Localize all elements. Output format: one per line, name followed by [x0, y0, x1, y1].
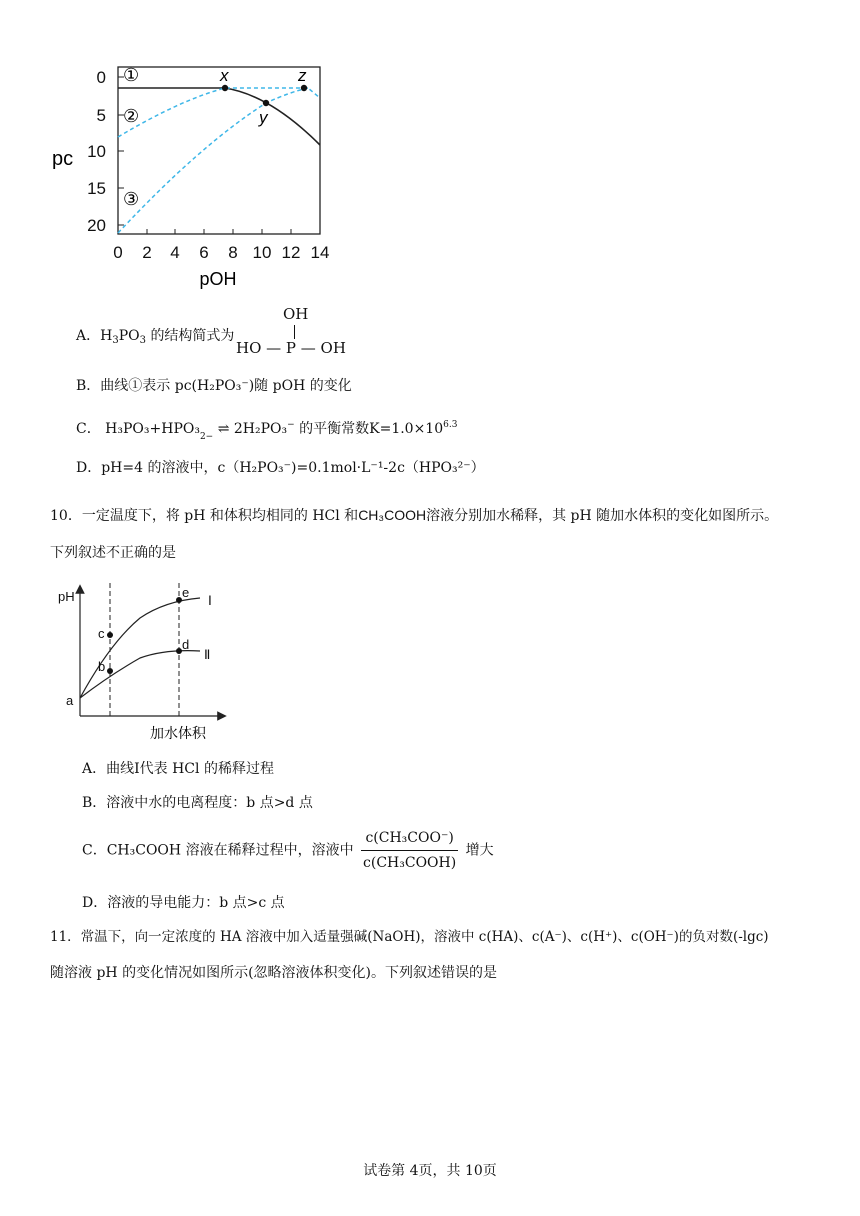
chart2-label-curve-II: Ⅱ: [204, 647, 211, 662]
chart1-curve-1: [118, 88, 320, 145]
page-footer: 试卷第 4页，共 10页: [363, 1163, 497, 1179]
structure-oh-top: OH: [283, 305, 309, 323]
q10-option-d: D．溶液的导电能力：b 点>c 点: [82, 895, 285, 911]
ph-dilution-chart: [50, 583, 230, 743]
q10-c-denominator: c(CH₃COOH): [363, 855, 457, 871]
q9-c-exp: 6.3: [443, 420, 458, 430]
chart1-point-label-y: y: [259, 108, 268, 127]
chart1-xtick-2: 2: [142, 243, 152, 262]
chart1-curve-label-3: ③: [123, 189, 140, 209]
q9-a-prefix: A．H: [76, 328, 113, 344]
chart2-label-e: e: [182, 585, 190, 600]
chart1-point-label-z: z: [298, 66, 307, 85]
chart1-xtick-12: 12: [281, 243, 301, 262]
q10-stem-c: 溶液分别加水稀释，其 pH 随加水体积的变化如图所示。: [426, 508, 779, 524]
chart1-ytick-0: 0: [96, 68, 106, 87]
chart1-xtick-0: 0: [113, 243, 123, 262]
q9-c-k: K=1.0×10: [369, 421, 444, 437]
pc-poh-chart: [40, 55, 340, 295]
chart1-curve-3: [118, 88, 308, 233]
chart1-curve-2: [118, 88, 320, 137]
chart1-point-y: [263, 100, 269, 106]
chart1-xtick-14: 14: [310, 243, 330, 262]
chart1-ytick-20: 20: [87, 216, 106, 235]
chart1-ytick-10: 10: [87, 142, 106, 161]
q10-option-c: [82, 828, 494, 873]
chart1-point-label-x: x: [220, 66, 229, 85]
chart2-point-b: [107, 668, 113, 674]
q10-stem-b: CH₃COOH: [358, 507, 427, 523]
chart2-curve-II: [80, 651, 200, 698]
q9-option-a: A．$H_3PO_3$ 的结构简式为: [76, 328, 235, 346]
chart1-x-label: pOH: [199, 269, 237, 289]
q9-a-mid: PO: [118, 328, 140, 344]
q10-option-b: B．溶液中水的电离程度：b 点>d 点: [82, 795, 313, 811]
chart2-label-c: c: [98, 626, 105, 641]
q10-option-a: A．曲线Ⅰ代表 HCl 的稀释过程: [82, 761, 274, 777]
chart1-point-x: [222, 85, 228, 91]
q10-c-pre: C．CH₃COOH 溶液在稀释过程中，溶液中: [82, 842, 354, 859]
q9-option-c: C． H₃PO₃+HPO₃2− ⇌ 2H₂PO₃− 的平衡常数$K=1.0\times 10^{6.3}$: [76, 420, 458, 442]
chart2-label-b: b: [98, 659, 106, 674]
chart2-x-label: 加水体积: [150, 725, 206, 741]
chart1-curve-label-1: ①: [123, 65, 140, 85]
q10-stem-line1: [50, 505, 778, 526]
q9-c-prefix: C．: [76, 421, 101, 437]
chart1-ytick-15: 15: [87, 179, 106, 198]
chart1-xtick-10: 10: [252, 243, 272, 262]
chart2-label-d: d: [182, 637, 190, 652]
chart1-y-label: pc: [52, 148, 74, 170]
equilibrium-arrow-icon: ⇌: [217, 421, 230, 437]
q10-stem-a: 10．一定温度下，将 pH 和体积均相同的 HCl 和: [50, 508, 359, 524]
chart1-ytick-5: 5: [96, 106, 106, 125]
chart2-point-c: [107, 632, 113, 638]
q9-option-d: D．pH=4 的溶液中，c（H₂PO₃⁻)=0.1mol·L⁻¹-2c（HPO₃²⁻）: [76, 460, 485, 476]
q9-c-tail: 的平衡常数: [299, 421, 370, 437]
q11-stem-line2: 随溶液 pH 的变化情况如图所示(忽略溶液体积变化)。下列叙述错误的是: [50, 965, 497, 981]
q11-stem-line1: 11．常温下，向一定浓度的 HA 溶液中加入适量强碱(NaOH)，溶液中 c(HA)、c(A⁻)、c(H⁺)、c(OH⁻)的负对数(-lgc): [50, 929, 769, 945]
chart2-label-curve-I: Ⅰ: [208, 593, 212, 608]
q10-c-numerator: c(CH₃COO⁻): [361, 828, 458, 851]
chart1-xtick-8: 8: [228, 243, 238, 262]
q9-c-eq-left: H₃PO₃+HPO₃: [105, 421, 200, 437]
q9-a-text: 的结构简式为: [150, 328, 235, 344]
chart2-label-ph: pH: [58, 589, 75, 604]
chart1-xtick-6: 6: [199, 243, 209, 262]
q10-c-post: 增大: [465, 842, 494, 859]
q9-c-eq-right: 2H₂PO₃: [233, 421, 288, 437]
q10-c-fraction: [361, 828, 458, 873]
chart1-curve-label-2: ②: [123, 106, 140, 126]
structure-bond: [294, 325, 295, 339]
chart1-point-z: [301, 85, 307, 91]
chart1-xtick-4: 4: [170, 243, 180, 262]
chart1-frame: [118, 67, 320, 234]
chart1-x-ticks: [147, 229, 291, 234]
chart2-label-a: a: [66, 693, 74, 708]
q9-option-b: B．曲线①表示 pc(H₂PO₃⁻)随 pOH 的变化: [76, 378, 352, 394]
h3po3-structure: [236, 305, 346, 365]
q10-stem-line2: 下列叙述不正确的是: [50, 545, 176, 561]
structure-bottom: HO — P — OH: [236, 339, 346, 357]
